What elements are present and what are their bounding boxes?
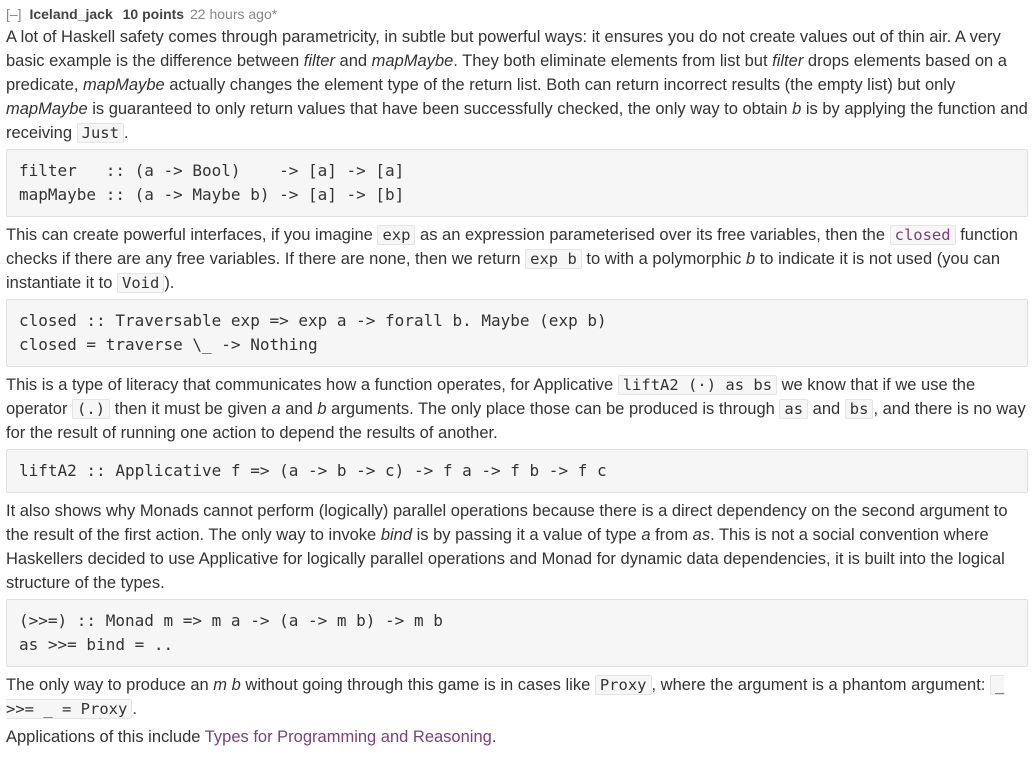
text: we know that if we use the operator	[6, 376, 976, 418]
emphasis: b	[745, 250, 756, 268]
emphasis: filter	[303, 52, 335, 70]
paragraph-3	[6, 373, 1028, 445]
emphasis: filter	[772, 52, 804, 70]
paragraph-2	[6, 223, 1028, 295]
emphasis: a	[271, 400, 281, 418]
text: from	[650, 526, 693, 544]
types-for-programming-link[interactable]: Types for Programming and Reasoning	[204, 728, 492, 746]
inline-code: Proxy	[595, 675, 652, 695]
inline-code: bs	[845, 399, 874, 419]
text: arguments. The only place those can be produced is through	[326, 400, 780, 418]
text: and	[334, 52, 372, 70]
text: then it must be given	[110, 400, 272, 418]
timestamp: 22 hours ago*	[190, 6, 278, 22]
emphasis: b	[317, 400, 327, 418]
emphasis: mapMaybe	[83, 76, 165, 94]
comment-tagline	[6, 3, 1028, 25]
text: .	[132, 700, 137, 718]
score: 10 points	[122, 6, 185, 22]
inline-code: (.)	[72, 399, 110, 419]
text: actually changes the element type of the return list. Both can return incorrect results (the empty list) but only	[164, 76, 956, 94]
text: The only way to produce an	[6, 676, 214, 694]
text: , where the argument is a phantom argument:	[651, 676, 990, 694]
author-link[interactable]: Iceland_jack	[29, 6, 113, 22]
emphasis: bind	[380, 526, 413, 544]
text: to with a polymorphic	[581, 250, 746, 268]
text: function checks if there are any free variables. If there are none, then we return	[6, 226, 1018, 268]
inline-code: _ >>= _ = Proxy	[6, 676, 1005, 718]
inline-code: liftA2 (·) as bs	[618, 375, 777, 395]
text: without going through this game is in cases like	[240, 676, 595, 694]
text: to indicate it is not used (you can instantiate it to	[6, 250, 1001, 292]
text: as an expression parameterised over its free variables, then the	[415, 226, 890, 244]
text: drops elements based on a predicate,	[6, 52, 1007, 94]
emphasis: as	[692, 526, 711, 544]
paragraph-4	[6, 499, 1028, 595]
text: Applications of this include	[6, 728, 205, 746]
emphasis: m b	[213, 676, 241, 694]
text: .	[491, 728, 497, 746]
paragraph-1	[6, 25, 1028, 145]
inline-code: exp b	[525, 249, 582, 269]
text: and	[808, 400, 845, 418]
emphasis: mapMaybe	[6, 100, 88, 118]
emphasis: b	[792, 100, 802, 118]
text: This can create powerful interfaces, if you imagine	[6, 226, 378, 244]
code-block-1: filter :: (a -> Bool) -> [a] -> [a] mapMaybe :: (a -> Maybe b) -> [a] -> [b]	[6, 149, 1028, 217]
text: It also shows why Monads cannot perform (logically) parallel operations because there is a direct dependency on the second argument to the result of the first action. The only way to invoke	[6, 502, 1008, 544]
code-block-4: (>>=) :: Monad m => m a -> (a -> m b) -> m b as >>= bind = ..	[6, 599, 1028, 667]
inline-code: Void	[117, 273, 164, 293]
text: This is a type of literacy that communicates how a function operates, for Applicative	[6, 376, 618, 394]
paragraph-5	[6, 673, 1028, 721]
text: . This is not a social convention where Haskellers decided to use Applicative for logically parallel operations and Monad for dynamic data dependencies, it is built into the logical structure of the types.	[6, 526, 1005, 592]
text: is by applying the function and receiving	[6, 100, 1028, 142]
paragraph-6	[6, 725, 1028, 749]
text: , and there is no way for the result of running one action to depend the results of another.	[6, 400, 1026, 442]
inline-code: as	[779, 399, 808, 419]
text: A lot of Haskell safety comes through parametricity, in subtle but powerful ways: it ensures you do not create values out of thin air. A very basic example is the difference between	[6, 28, 1001, 70]
code-block-3: liftA2 :: Applicative f => (a -> b -> c) -> f a -> f b -> f c	[6, 449, 1028, 493]
inline-code: closed	[890, 225, 956, 245]
text: .	[123, 124, 129, 142]
code-block-2: closed :: Traversable exp => exp a -> forall b. Maybe (exp b) closed = traverse \_ -> Nothing	[6, 299, 1028, 367]
emphasis: mapMaybe	[371, 52, 454, 70]
text: ).	[164, 274, 175, 292]
collapse-toggle[interactable]: [–]	[6, 6, 22, 22]
inline-code: Just	[77, 123, 124, 143]
text: is guaranteed to only return values that have been successfully checked, the only way to obtain	[87, 100, 793, 118]
text: and	[280, 400, 318, 418]
inline-code: exp	[377, 225, 415, 245]
emphasis: a	[641, 526, 651, 544]
text: . They both eliminate elements from list but	[453, 52, 773, 70]
text: is by passing it a value of type	[412, 526, 642, 544]
